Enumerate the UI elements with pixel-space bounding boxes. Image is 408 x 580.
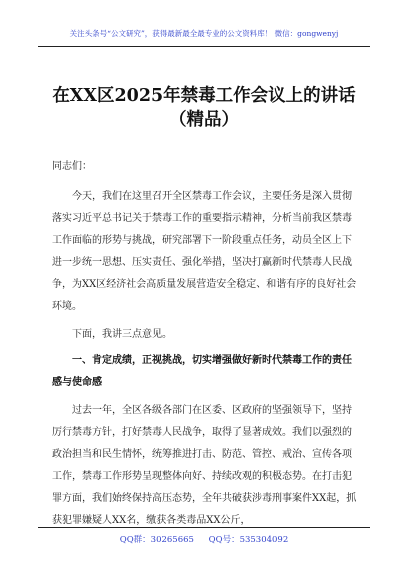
transition-paragraph: 下面，我讲三点意见。 (72, 329, 172, 340)
header-note: 关注头条号“公文研究”，获得最新最全最专业的公文资料库！ 微信：gongwenyj (69, 29, 339, 38)
section-heading-1: 一、肯定成绩，正视挑战，切实增强做好新时代禁毒工作的责任感与使命感 (52, 355, 352, 388)
section-body-1: 过去一年，全区各级各部门在区委、区政府的坚强领导下，坚持厉行禁毒方针，打好禁毒人民战争，取得了显著成效。我们以强烈的政治担当和民生情怀，统筹推进打击、防范、管控、戒治、宣传各项工作，禁毒工作形势呈现整体向好、持续改观的积极态势。在打击犯罪方面，我们始终保持高压态势，全年共破获涉毒刑事案件XX起，抓获犯罪嫌疑人XX名，缴获各类毒品XX公斤， (52, 405, 357, 526)
document-title: 在XX区2025年禁毒工作会议上的讲话（精品） (52, 86, 356, 130)
footer-qq-group: QQ群：30265665 (119, 535, 194, 545)
document-body (52, 156, 360, 532)
salutation: 同志们： (52, 161, 92, 172)
intro-paragraph: 今天，我们在这里召开全区禁毒工作会议，主要任务是深入贯彻落实习近平总书记关于禁毒工作的重要指示精神，分析当前我区禁毒工作面临的形势与挑战，研究部署下一阶段重点任务，动员全区上下进一步统一思想、压实责任、强化举措，坚决打赢新时代禁毒人民战争，为XX区经济社会高质量发展营造安全稳定、和谐有序的良好社会环境。 (52, 191, 357, 312)
footer (40, 533, 368, 545)
footer-divider (38, 527, 370, 528)
footer-qq-number: QQ号：535304092 (208, 535, 289, 545)
header-divider (38, 46, 370, 47)
